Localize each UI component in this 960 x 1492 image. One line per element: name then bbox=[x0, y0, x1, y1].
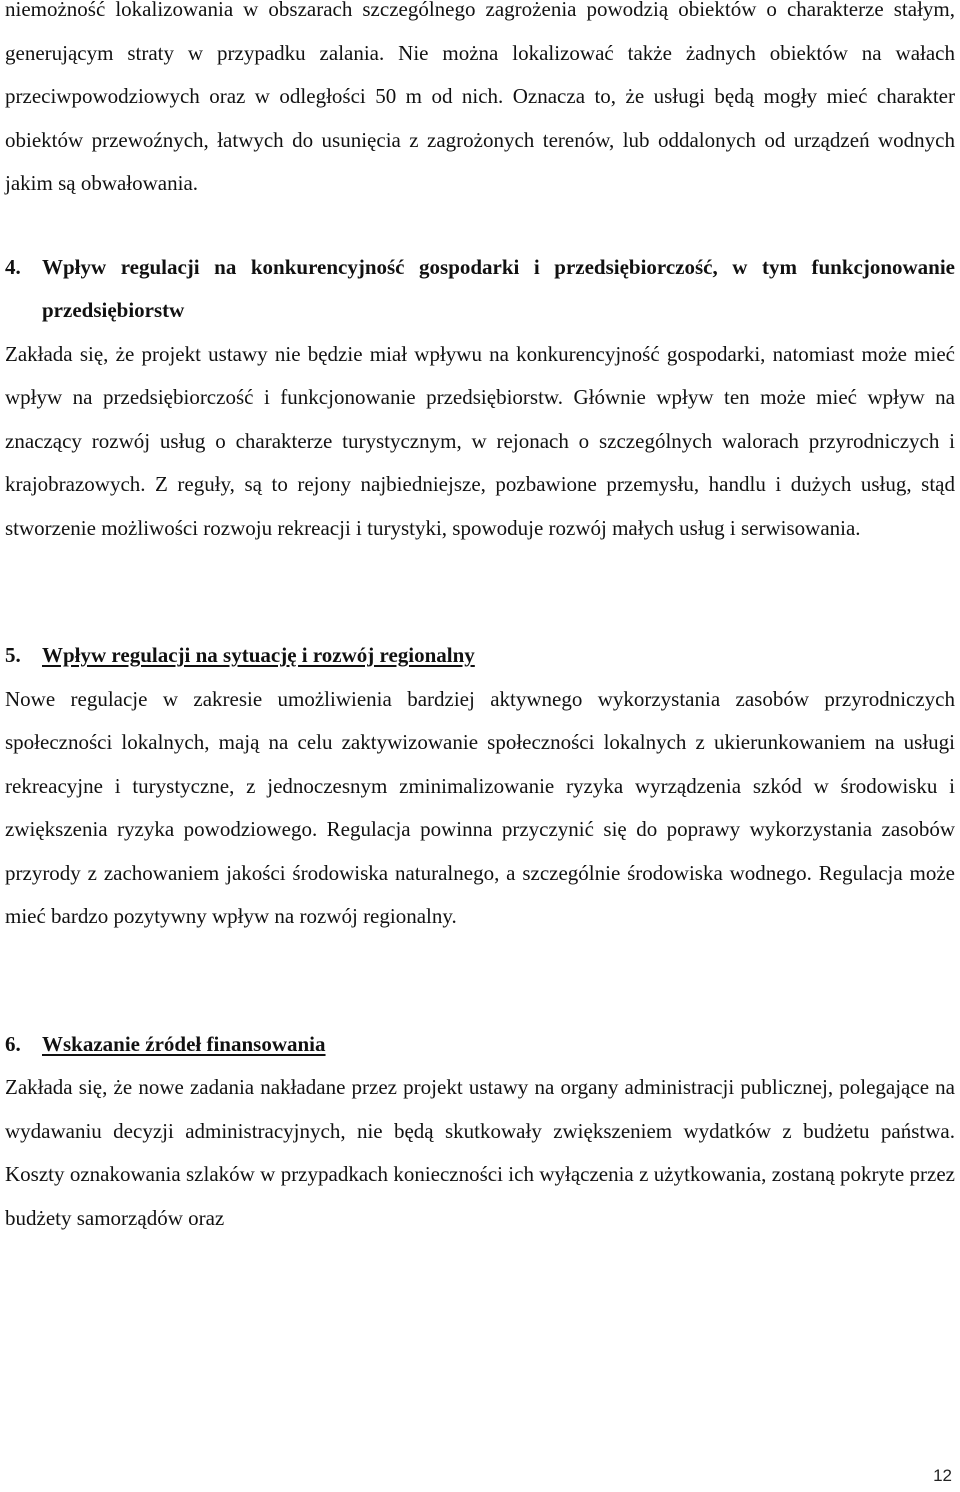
section-5-title: Wpływ regulacji na sytuację i rozwój regionalny bbox=[42, 643, 475, 667]
page-number: 12 bbox=[933, 1466, 952, 1485]
section-5-heading bbox=[5, 634, 955, 678]
section-6-heading bbox=[5, 1023, 955, 1067]
section-6-title: Wskazanie źródeł finansowania bbox=[42, 1031, 326, 1056]
spacer bbox=[5, 550, 955, 634]
intro-paragraph: niemożność lokalizowania w obszarach szczególnego zagrożenia powodzią obiektów o charakterze stałym, generującym straty w przypadku zalania. Nie można lokalizować także żadnych obiektów na wałach przeciwpowodziowych oraz w odległości 50 m od nich. Oznacza to, że usługi będą mogły mieć charakter obiektów przewoźnych, łatwych do usunięcia z zagrożonych terenów, lub oddalonych od urządzeń wodnych jakim są obwałowania. bbox=[5, 0, 955, 195]
section-4-heading bbox=[5, 246, 955, 333]
section-4-body: Zakłada się, że projekt ustawy nie będzie miał wpływu na konkurencyjność gospodarki, natomiast może mieć wpływ na przedsiębiorczość i funkcjonowanie przedsiębiorstw. Głównie wpływ ten może mieć wpływ na znaczący rozwój usług o charakterze turystycznym, w rejonach o szczególnych walorach przyrodniczych i krajobrazowych. Z reguły, są to rejony najbiedniejsze, pozbawione przemysłu, handlu i dużych usług, stąd stworzenie możliwości rozwoju rekreacji i turystyki, spowoduje rozwój małych usług i serwisowania. bbox=[5, 341, 955, 540]
spacer bbox=[5, 939, 955, 1023]
section-6-body: Zakłada się, że nowe zadania nakładane przez projekt ustawy na organy administracji publicznej, polegające na wydawaniu decyzji administracyjnych, nie będą skutkowały zwiększeniem wydatków z budżetu państwa. Koszty oznakowania szlaków w przypadkach konieczności ich wyłączenia z użytkowania, zostaną pokryte przez budżety samorządów oraz bbox=[5, 1075, 955, 1230]
document-page bbox=[5, 0, 955, 1240]
spacer bbox=[5, 206, 955, 246]
section-4-title: Wpływ regulacji na konkurencyjność gospodarki i przedsiębiorczość, w tym funkcjonowanie przedsiębiorstw bbox=[42, 254, 955, 322]
section-5-number: 5. bbox=[5, 643, 21, 667]
section-4-number: 4. bbox=[5, 254, 21, 279]
section-5-body: Nowe regulacje w zakresie umożliwienia bardziej aktywnego wykorzystania zasobów przyrodniczych społeczności lokalnych, mają na celu zaktywizowanie społeczności lokalnych z ukierunkowaniem na usługi rekreacyjne i turystyczne, z jednoczesnym zminimalizowanie ryzyka wyrządzenia szkód w środowisku i zwiększenia ryzyka powodziowego. Regulacja powinna przyczynić się do poprawy wykorzystania zasobów przyrody z zachowaniem jakości środowiska naturalnego, a szczególnie środowiska wodnego. Regulacja może mieć bardzo pozytywny wpływ na rozwój regionalny. bbox=[5, 686, 955, 928]
section-6-number: 6. bbox=[5, 1031, 21, 1056]
